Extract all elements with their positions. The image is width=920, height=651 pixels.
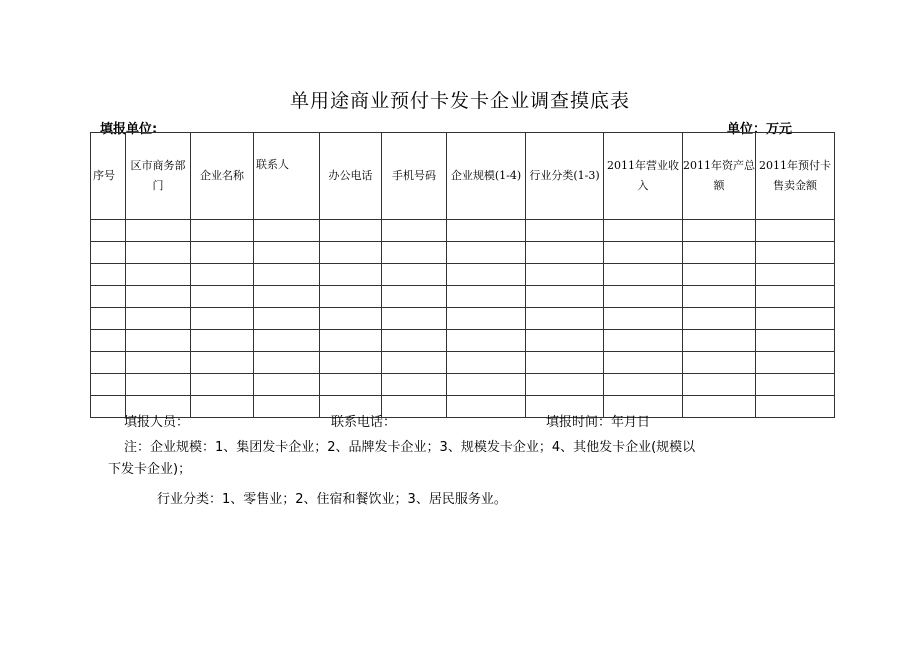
table-cell[interactable] (126, 286, 191, 308)
table-cell[interactable] (526, 352, 604, 374)
table-cell[interactable] (126, 374, 191, 396)
table-cell[interactable] (756, 242, 835, 264)
fill-time-label: 填报时间：年月日 (546, 415, 651, 430)
table-cell[interactable] (756, 396, 835, 418)
table-cell[interactable] (683, 374, 756, 396)
table-cell[interactable] (604, 242, 683, 264)
table-cell[interactable] (382, 220, 447, 242)
table-cell[interactable] (91, 352, 126, 374)
table-cell[interactable] (756, 308, 835, 330)
table-cell[interactable] (604, 286, 683, 308)
table-cell[interactable] (191, 396, 254, 418)
table-cell[interactable] (447, 374, 526, 396)
table-cell[interactable] (191, 264, 254, 286)
table-cell[interactable] (447, 220, 526, 242)
table-cell[interactable] (526, 286, 604, 308)
filler-label: 填报人员： (124, 415, 190, 430)
table-cell[interactable] (320, 374, 382, 396)
table-cell[interactable] (126, 352, 191, 374)
table-cell[interactable] (320, 242, 382, 264)
table-cell[interactable] (91, 308, 126, 330)
table-cell[interactable] (91, 330, 126, 352)
table-cell[interactable] (254, 330, 320, 352)
table-row (91, 286, 835, 308)
table-cell[interactable] (604, 330, 683, 352)
table-cell[interactable] (191, 286, 254, 308)
table-cell[interactable] (191, 220, 254, 242)
table-cell[interactable] (526, 242, 604, 264)
table-cell[interactable] (683, 264, 756, 286)
table-cell[interactable] (604, 352, 683, 374)
note-line-3: 行业分类：1、零售业；2、住宿和餐饮业；3、居民服务业。 (157, 492, 507, 507)
table-cell[interactable] (126, 264, 191, 286)
header-cell: 手机号码 (382, 133, 447, 220)
table-cell[interactable] (320, 352, 382, 374)
table-cell[interactable] (382, 286, 447, 308)
table-cell[interactable] (382, 374, 447, 396)
table-cell[interactable] (254, 308, 320, 330)
table-cell[interactable] (604, 264, 683, 286)
table-cell[interactable] (683, 242, 756, 264)
table-cell[interactable] (526, 264, 604, 286)
money-unit-label: 单位：万元 (727, 122, 793, 137)
table-cell[interactable] (447, 352, 526, 374)
table-cell[interactable] (320, 264, 382, 286)
table-cell[interactable] (91, 286, 126, 308)
header-cell: 2011年营业收入 (604, 133, 683, 220)
table-row (91, 220, 835, 242)
table-cell[interactable] (320, 308, 382, 330)
table-cell[interactable] (756, 374, 835, 396)
table-cell[interactable] (382, 242, 447, 264)
header-cell: 序号 (91, 133, 126, 220)
table-cell[interactable] (447, 242, 526, 264)
page-title: 单用途商业预付卡发卡企业调查摸底表 (289, 90, 630, 112)
table-cell[interactable] (526, 220, 604, 242)
table-cell[interactable] (126, 242, 191, 264)
table-cell[interactable] (447, 308, 526, 330)
table-cell[interactable] (756, 352, 835, 374)
table-cell[interactable] (254, 396, 320, 418)
table-body (91, 220, 835, 418)
table-cell[interactable] (91, 242, 126, 264)
table-cell[interactable] (191, 330, 254, 352)
table-cell[interactable] (191, 242, 254, 264)
table-cell[interactable] (683, 330, 756, 352)
table-cell[interactable] (683, 396, 756, 418)
header-cell: 行业分类(1-3) (526, 133, 604, 220)
header-cell: 企业规模(1-4) (447, 133, 526, 220)
table-cell[interactable] (91, 220, 126, 242)
table-cell[interactable] (91, 396, 126, 418)
table-cell[interactable] (683, 220, 756, 242)
table-row (91, 374, 835, 396)
header-cell: 2011年预付卡售卖金额 (756, 133, 835, 220)
table-cell[interactable] (191, 308, 254, 330)
table-cell[interactable] (382, 308, 447, 330)
table-cell[interactable] (447, 396, 526, 418)
table-cell[interactable] (320, 286, 382, 308)
table-row (91, 264, 835, 286)
table-cell[interactable] (91, 374, 126, 396)
table-cell[interactable] (756, 220, 835, 242)
table-cell[interactable] (683, 308, 756, 330)
table-cell[interactable] (756, 264, 835, 286)
table-cell[interactable] (254, 264, 320, 286)
table-cell[interactable] (604, 374, 683, 396)
table-cell[interactable] (254, 220, 320, 242)
table-cell[interactable] (447, 330, 526, 352)
table-cell[interactable] (254, 286, 320, 308)
fill-unit-label: 填报单位: (100, 122, 158, 137)
table-cell[interactable] (382, 330, 447, 352)
table-cell[interactable] (382, 352, 447, 374)
table-cell[interactable] (526, 330, 604, 352)
table-cell[interactable] (447, 264, 526, 286)
table-cell[interactable] (91, 264, 126, 286)
header-cell: 联系人 (254, 133, 320, 220)
table-cell[interactable] (254, 374, 320, 396)
table-cell[interactable] (604, 308, 683, 330)
table-cell[interactable] (254, 242, 320, 264)
table-cell[interactable] (683, 286, 756, 308)
table-cell[interactable] (447, 286, 526, 308)
table-cell[interactable] (526, 308, 604, 330)
table-cell[interactable] (604, 220, 683, 242)
table-cell[interactable] (191, 374, 254, 396)
table-row (91, 396, 835, 418)
table-row (91, 242, 835, 264)
table-cell[interactable] (320, 220, 382, 242)
table-row (91, 330, 835, 352)
table-cell[interactable] (191, 352, 254, 374)
note-line-2: 下发卡企业)； (108, 462, 192, 477)
header-cell: 2011年资产总额 (683, 133, 756, 220)
table-cell[interactable] (756, 330, 835, 352)
table-header-row (91, 133, 835, 220)
contact-phone-label: 联系电话： (331, 415, 397, 430)
table-cell[interactable] (756, 286, 835, 308)
table-cell[interactable] (382, 264, 447, 286)
table-cell[interactable] (126, 330, 191, 352)
table-cell[interactable] (254, 352, 320, 374)
header-cell: 办公电话 (320, 133, 382, 220)
table-cell[interactable] (126, 308, 191, 330)
header-cell: 区市商务部门 (126, 133, 191, 220)
table-cell[interactable] (320, 330, 382, 352)
table-row (91, 352, 835, 374)
survey-table (90, 132, 835, 418)
table-cell[interactable] (526, 374, 604, 396)
note-line-1: 注：企业规模：1、集团发卡企业；2、品牌发卡企业；3、规模发卡企业；4、其他发卡企业(规模以 (124, 440, 696, 455)
table-cell[interactable] (126, 220, 191, 242)
table-row (91, 308, 835, 330)
header-cell: 企业名称 (191, 133, 254, 220)
table-cell[interactable] (683, 352, 756, 374)
